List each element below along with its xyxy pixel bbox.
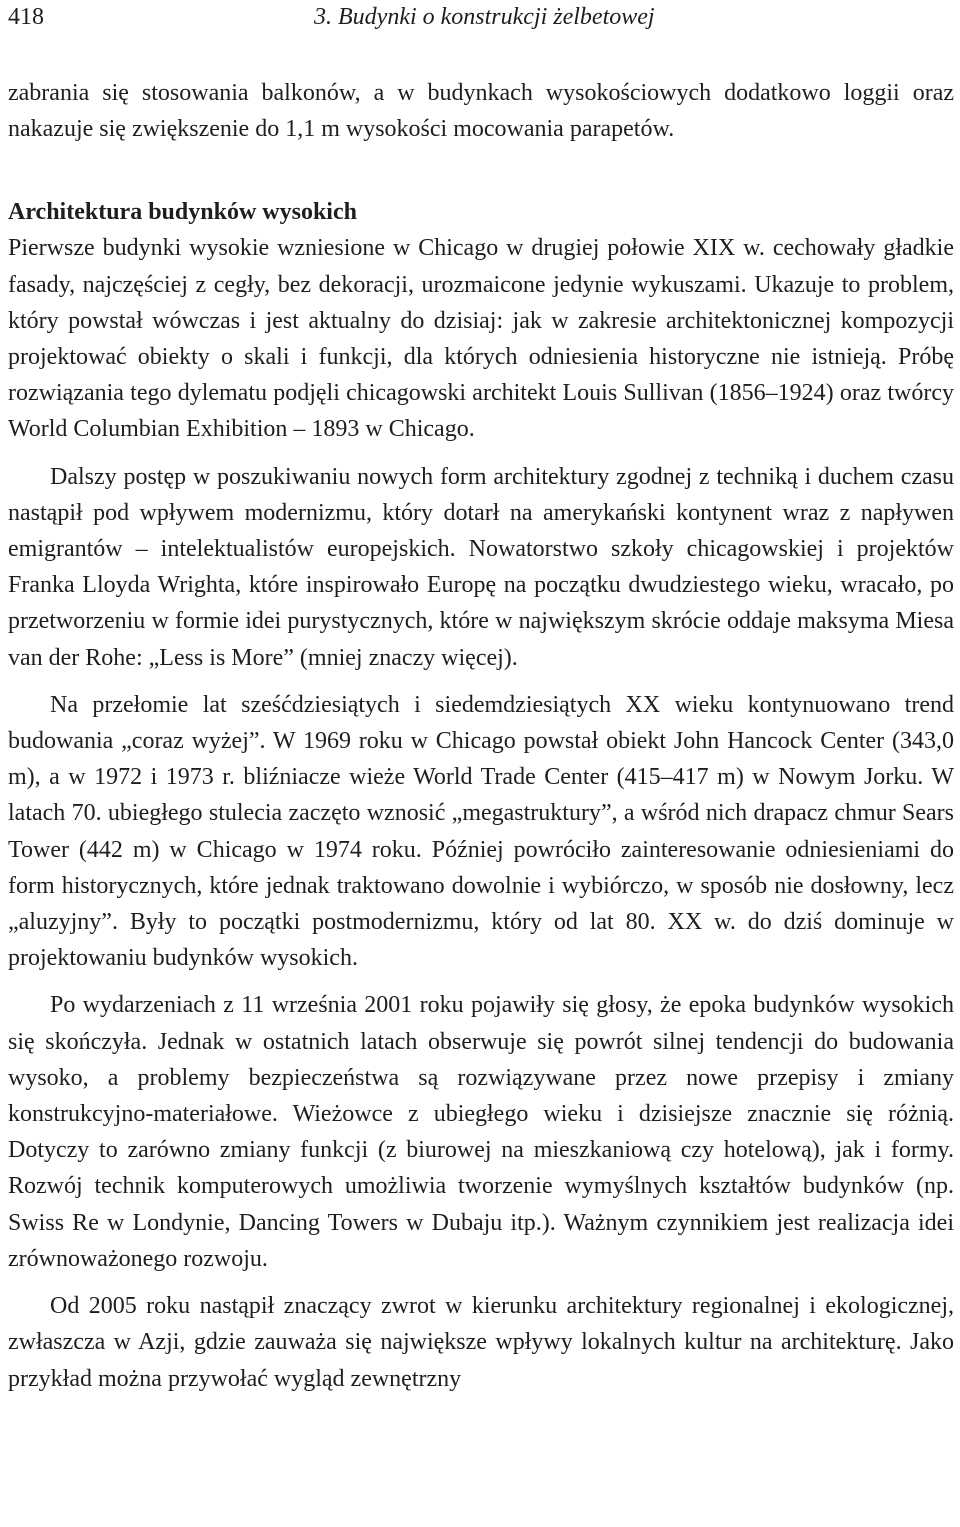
page-header (8, 0, 954, 40)
paragraph-2: Dalszy postęp w poszukiwaniu nowych form architektury zgodnej z techniką i duchem czasu nastąpił pod wpływem modernizmu, który dotarł na amerykański kontynent wraz z napływen emigrantów – intelektualistów europejskich. Nowatorstwo szkoły chicagowskiej i projektów Franka Lloyda Wrighta, które inspirowało Europę na początku dwudziestego wieku, wracało, po przetworzeniu w formie idei purystycznych, które w największym skrócie oddaje maksyma Miesa van der Rohe: „Less is More” (mniej znaczy więcej). (8, 463, 954, 671)
paragraph-3: Na przełomie lat sześćdziesiątych i siedemdziesiątych XX wieku kontynuowano trend budowania „coraz wyżej”. W 1969 roku w Chicago powstał obiekt John Hancock Center (343,0 m), a w 1972 i 1973 r. bliźniacze wieże World Trade Center (415–417 m) w Nowym Jorku. W latach 70. ubiegłego stulecia zaczęto wznosić „megastruktury”, a wśród nich drapacz chmur Sears Tower (442 m) w Chicago w 1974 roku. Później powróciło zainteresowanie odniesieniami do form historycznych, które jednak traktowano dowolnie i wybiórczo, w sposób nie dosłowny, lecz „aluzyjny”. Były to początki postmodernizmu, który od lat 80. XX w. do dziś dominuje w projektowaniu budynków wysokich. (8, 691, 954, 972)
body-text (8, 75, 954, 1397)
paragraph-5: Od 2005 roku nastąpił znaczący zwrot w kierunku architektury regionalnej i ekologicznej, zwłaszcza w Azji, gdzie zauważa się największe wpływy lokalnych kultur na architekturę. Jako przykład można przywołać wygląd zewnętrzny (8, 1293, 954, 1392)
paragraph-4: Po wydarzeniach z 11 września 2001 roku pojawiły się głosy, że epoka budynków wysokich się skończyła. Jednak w ostatnich latach obserwuje się powrót silnej tendencji do budowania wysoko, a problemy bezpieczeństwa są rozwiązywane przez nowe przepisy i zmiany konstrukcyjno-materiałowe. Wieżowce z ubiegłego wieku i dzisiejsze znacznie się różnią. Dotyczy to zarówno zmiany funkcji (z biurowej na mieszkaniową czy hotelową), jak i formy. Rozwój technik komputerowych umożliwia tworzenie wymyślnych kształtów budynków (np. Swiss Re w Londynie, Dancing Towers w Dubaju itp.). Ważnym czynnikiem jest realizacja idei zrównoważonego rozwoju. (8, 992, 954, 1272)
page-number: 418 (8, 4, 44, 30)
running-head: 3. Budynki o konstrukcji żelbetowej (314, 4, 655, 30)
section-heading: Architektura budynków wysokich (8, 199, 357, 226)
paragraph-1: Pierwsze budynki wysokie wzniesione w Chicago w drugiej połowie XIX w. cechowały gładkie fasady, najczęściej z cegły, bez dekoracji, urozmaicone jedynie wykuszami. Ukazuje to problem, który powstał wówczas i jest aktualny do dzisiaj: jak w zakresie architektonicznej kompozycji projektować obiekty o skali i funkcji, dla których odniesienia historyczne nie istnieją. Próbę rozwiązania tego dylematu podjęli chicagowski architekt Louis Sullivan (1856–1924) oraz twórcy World Columbian Exhibition – 1893 w Chicago. (8, 235, 954, 443)
paragraph-continued: zabrania się stosowania balkonów, a w budynkach wysokościowych dodatkowo loggii oraz nakazuje się zwiększenie do 1,1 m wysokości mocowania parapetów. (8, 80, 954, 143)
book-page (8, 0, 954, 1392)
